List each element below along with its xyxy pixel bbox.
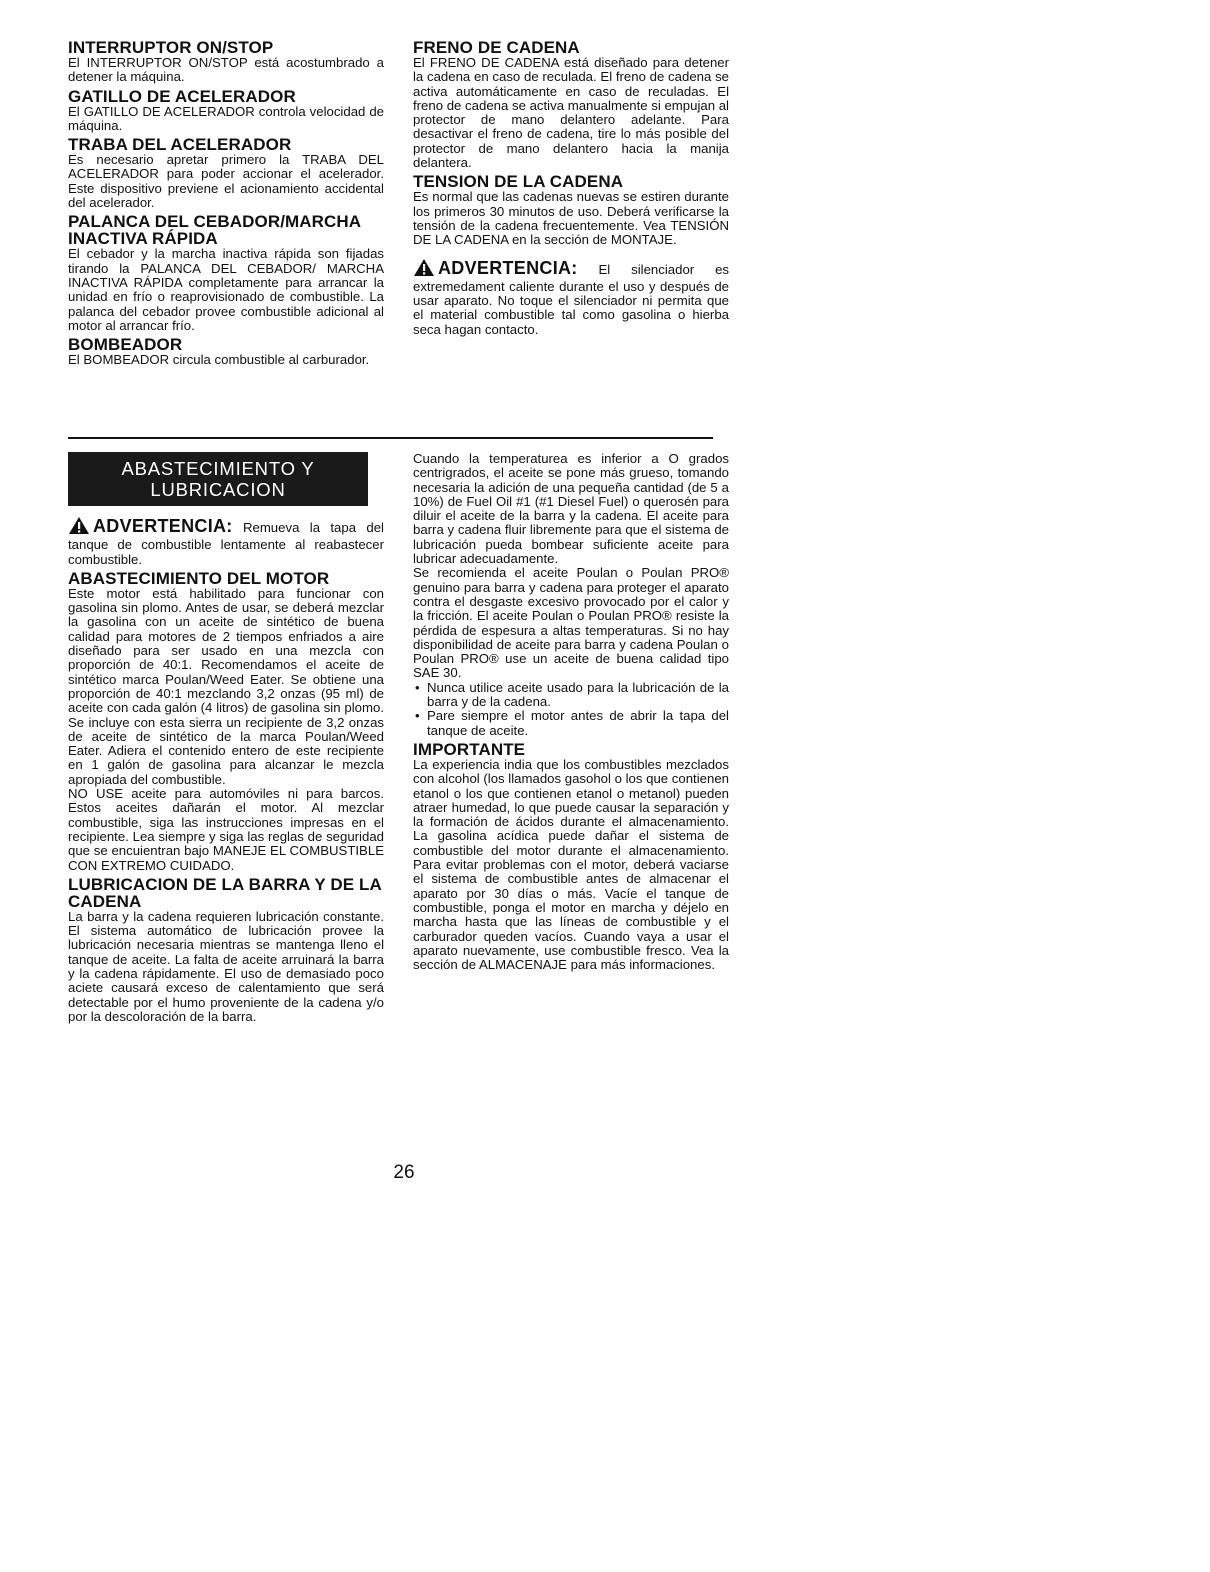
warning-paragraph	[413, 258, 729, 337]
section-title: GATILLO DE ACELERADOR	[68, 86, 296, 106]
section-text: La experiencia india que los combustibles mezclados con alcohol (los llamados gasohol o los que contienen etanol o los que contienen etanol o metanol) pueden atraer humedad, lo que puede causar la separación y la formación de ácidos durante el almacenamiento. La gasolina acídica puede dañar el sistema de combustible del motor durante el almacenamiento. Para evitar problemas con el motor, deberá vaciarse el sistema de combustible antes de almacenar el aparato por 30 días o más. Vacíe el tanque de combustible, ponga el motor en marcha y déjelo en marcha hasta que las líneas de combustible y el carburador queden vacíos. Cuando vaya a usar el aparato nuevamente, use combustible fresco. Vea la sección de ALMACENAJE para más informaciones.	[413, 756, 729, 973]
bullet-list	[413, 681, 729, 738]
warning-triangle-icon	[68, 516, 90, 538]
top-left-column	[68, 36, 384, 367]
warning-triangle-icon	[413, 258, 435, 280]
section-title: ABASTECIMIENTO DEL MOTOR	[68, 568, 330, 588]
bottom-right-column	[413, 452, 729, 972]
section-title: TENSION DE LA CADENA	[413, 172, 624, 192]
section-divider	[68, 437, 713, 439]
bottom-left-column	[68, 452, 384, 1024]
section-text: Es normal que las cadenas nuevas se estiren durante los primeros 30 minutos de uso. Deberá verificarse la tensión de la cadena frecuentemente. Vea TENSIÓN DE LA CADENA en la sección de MONTAJE.	[413, 189, 729, 248]
section-text: La barra y la cadena requieren lubricación constante. El sistema automático de lubricación provee la lubricación necesaria mientras se mantenga lleno el tanque de aceite. La falta de aceite arruinará la barra y la cadena rápidamente. El uso de demasiado poco aciete causará exceso de calentamiento que será detectable por el humo proveniente de la cadena y/o por la descoloración de la barra.	[68, 908, 384, 1024]
warning-heading: ADVERTENCIA:	[93, 516, 233, 536]
section-banner	[68, 452, 368, 506]
warning-text: El silenciador es extremedament caliente durante el uso y después de usar aparato. No toque el silenciador ni permita que el material combustible tal como gasolina o hierba seca hagan contacto.	[413, 261, 729, 337]
banner-line: LUBRICACION	[150, 479, 286, 500]
section-title: INTERRUPTOR ON/STOP	[68, 38, 274, 57]
section-title: LUBRICACION DE LA BARRA Y DE LA CADENA	[68, 874, 382, 911]
section-text: Este motor está habilitado para funcionar con gasolina sin plomo. Antes de usar, se deberá mezclar la gasolina con un aceite de sintético de buena calidad para motores de 2 tiempos enfriados a aire diseñado para ser usado en una mezcla con proporción de 40:1. Recomendamos el aceite de sintético marca Poulan/Weed Eater. Se obtiene una proporción de 40:1 mezclando 3,2 onzas (95 ml) de aceite con cada galón (4 litros) de gasolina sin plomo. Se incluye con esta sierra un recipiente de 3,2 onzas de aceite de sintético de la marca Poulan/Weed Eater. Adiera el contenido entero de este recipiente en 1 galón de gasolina para alcanzar le mezcla apropiada del combustible.	[68, 585, 384, 787]
section-title: TRABA DEL ACELERADOR	[68, 135, 292, 155]
section-title: FRENO DE CADENA	[413, 38, 580, 57]
section-text: El BOMBEADOR circula combustible al carburador.	[68, 352, 370, 368]
warning-paragraph	[68, 516, 384, 567]
section-title: BOMBEADOR	[68, 335, 183, 355]
section-text: Es necesario apretar primero la TRABA DEL ACELERADOR para poder accionar el acelerador. Este dispositivo previene el acionamiento accidental del acelerador.	[68, 152, 384, 211]
list-item: • Nunca utilice aceite usado para la lubricación de la barra y de la cadena.	[427, 681, 729, 710]
page-number: 26	[393, 1162, 415, 1183]
warning-heading: ADVERTENCIA:	[438, 257, 578, 278]
section-text: El INTERRUPTOR ON/STOP está acostumbrado a detener la máquina.	[68, 55, 384, 85]
section-text: NO USE aceite para automóviles ni para barcos. Estos aceites dañarán el motor. Al mezclar combustible, siga las instrucciones impresas en el recipiente. Lea siempre y siga las reglas de seguridad que se encuientran bajo MANEJE EL COMBUSTIBLE CON EXTREMO CUIDADO.	[68, 786, 384, 873]
warning-text: Remueva la tapa del tanque de combustible lentamente al reabastecer combustible.	[68, 520, 384, 567]
banner-line: ABASTECIMIENTO Y	[121, 458, 315, 479]
top-right-column	[413, 36, 729, 337]
section-title: PALANCA DEL CEBADOR/MARCHA INACTIVA RÁPIDA	[68, 212, 361, 249]
section-title: IMPORTANTE	[413, 739, 526, 759]
body-paragraph: Cuando la temperaturea es inferior a O grados centrigrados, el aceite se pone más grueso, tomando necesaria la adición de una pequeña cantidad (de 5 a 10%) de Fuel Oil #1 (#1 Diesel Fuel) o querosén para diluir el aceite de la barra y la cadena. El aceite para barra y cadena fluir libremente para que el sistema de lubricación pueda bombear suficiente aceite para lubricar adecuadamente.	[413, 451, 729, 567]
body-paragraph: Se recomienda el aceite Poulan o Poulan PRO® genuino para barra y cadena para proteger el aparato contra el desgaste excesivo provocado por el calor y la fricción. El aceite Poulan o Poulan PRO® resiste la pérdida de espesura a altas temperaturas. Si no hay disponibilidad de aceite para barra y cadena Poulan o Poulan PRO® use un aceite de buena calidad tipo SAE 30.	[413, 565, 729, 681]
section-text: El cebador y la marcha inactiva rápida son fijadas tirando la PALANCA DEL CEBADOR/ MARCHA INACTIVA RÁPIDA completamente para arrancar la unidad en frío o reaprovisionado de combustible. La palanca del cebador provee combustible adicional al motor al arrancar frío.	[68, 246, 384, 333]
section-text: El GATILLO DE ACELERADOR controla velocidad de máquina.	[68, 103, 384, 133]
list-item: • Pare siempre el motor antes de abrir la tapa del tanque de aceite.	[427, 709, 729, 738]
section-text: El FRENO DE CADENA está diseñado para detener la cadena en caso de reculada. El freno de cadena se activa automáticamente en caso de reculadas. El freno de cadena se activa manualmente si empujan al protector de mano delantero adelante. Para desactivar el freno de cadena, tire lo más posible del protector de mano delantero hacia la manija delantera.	[413, 55, 729, 171]
